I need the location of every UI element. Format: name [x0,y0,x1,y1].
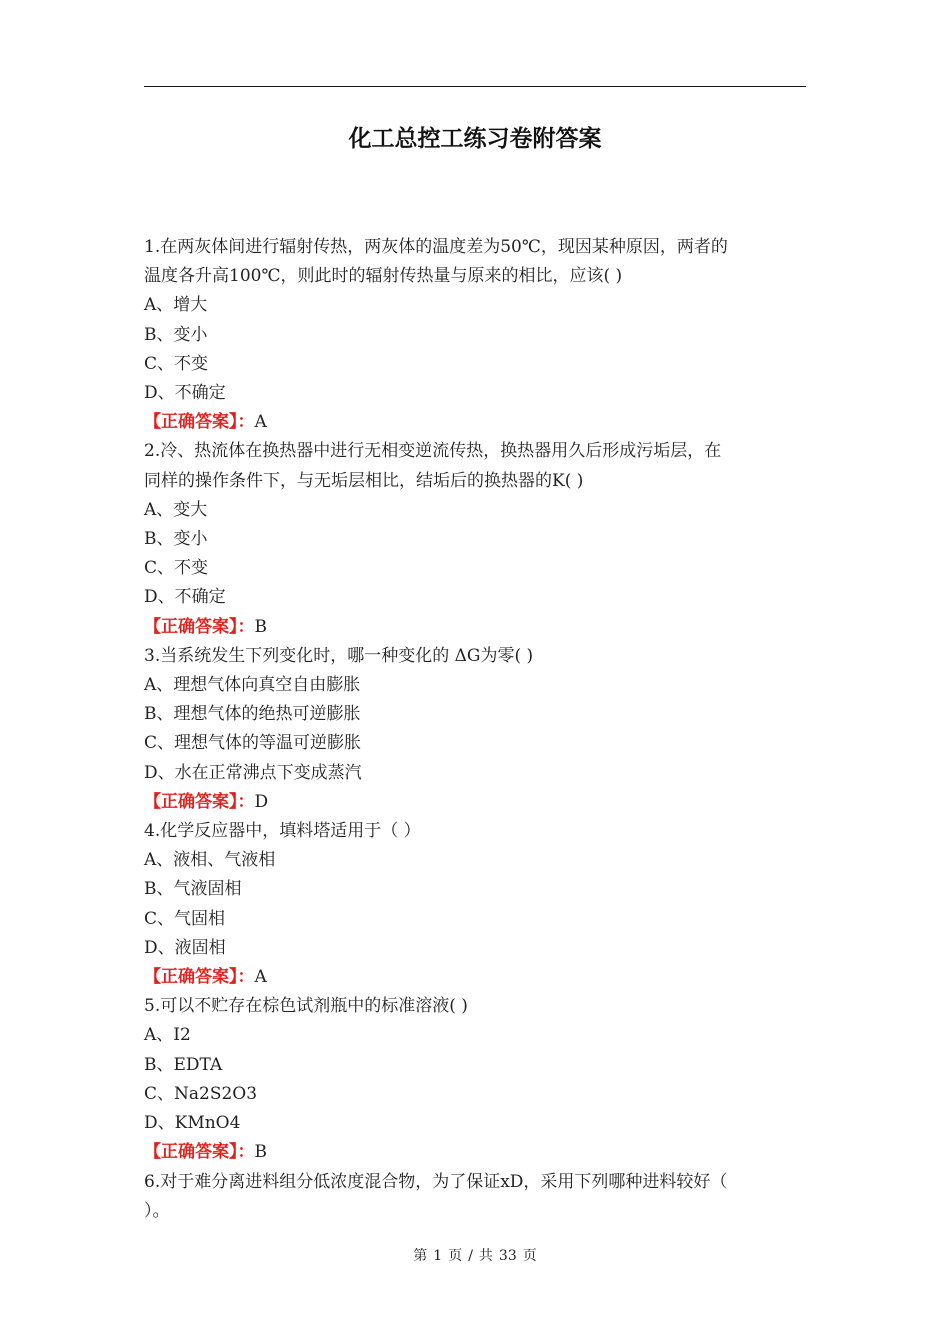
answer-value: A [254,412,267,433]
question-2 [144,437,806,641]
answer-value: B [254,1142,267,1163]
option-d: D、液固相 [144,937,226,958]
answer-value: D [254,791,269,812]
question-stem: 2.冷、热流体在换热器中进行无相变逆流传热，换热器用久后形成污垢层，在 [144,441,722,462]
question-stem: 4.化学反应器中，填料塔适用于（ ） [144,821,421,842]
answer-line [144,788,806,817]
page-label: 第 [413,1248,428,1264]
option-d: D、不确定 [144,587,226,608]
option-d: D、KMnO4 [144,1113,241,1134]
answer-label: 【正确答案】： [144,616,255,637]
question-3 [144,642,806,817]
question-6 [144,1168,806,1226]
answer-line [144,613,806,642]
answer-line [144,408,806,437]
question-stem-continued: ）。 [144,1200,170,1221]
option-c: C、理想气体的等温可逆膨胀 [144,733,362,754]
total-label: 共 [478,1248,493,1264]
option-c: C、不变 [144,558,209,579]
header-rule [144,86,806,87]
page-separator: / [468,1248,473,1264]
question-stem: 6.对于难分离进料组分低浓度混合物，为了保证xD，采用下列哪种进料较好（ [144,1171,728,1192]
option-a: A、液相、气液相 [144,850,276,871]
answer-label: 【正确答案】： [144,412,255,433]
option-c: C、气固相 [144,908,226,929]
page-footer [0,1245,950,1265]
option-b: B、理想气体的绝热可逆膨胀 [144,704,361,725]
answer-value: B [254,616,267,637]
answer-line [144,963,806,992]
question-list [144,233,806,1226]
option-b: B、气液固相 [144,879,242,900]
question-stem-continued: 温度各升高100℃，则此时的辐射传热量与原来的相比，应该( ) [144,266,623,287]
option-b: B、变小 [144,529,208,550]
total-unit: 页 [522,1248,537,1264]
question-stem: 5.可以不贮存在棕色试剂瓶中的标准溶液( ) [144,996,468,1017]
question-1 [144,233,806,437]
option-a: A、增大 [144,295,208,316]
page-number: 1 [433,1248,443,1264]
option-a: A、理想气体向真空自由膨胀 [144,675,361,696]
total-pages: 33 [498,1248,517,1264]
option-a: A、变大 [144,499,208,520]
page-unit: 页 [448,1248,463,1264]
answer-label: 【正确答案】： [144,967,255,988]
answer-value: A [254,967,267,988]
option-a: A、I2 [144,1025,191,1046]
question-4 [144,817,806,992]
question-stem-continued: 同样的操作条件下，与无垢层相比，结垢后的换热器的K( ) [144,470,584,491]
option-c: C、不变 [144,353,209,374]
question-stem: 1.在两灰体间进行辐射传热，两灰体的温度差为50℃，现因某种原因，两者的 [144,237,728,257]
answer-label: 【正确答案】： [144,791,255,812]
option-d: D、不确定 [144,383,226,404]
question-5 [144,992,806,1167]
option-b: B、EDTA [144,1054,223,1075]
option-b: B、变小 [144,324,208,345]
question-stem: 3.当系统发生下列变化时，哪一种变化的 ΔG为零( ) [144,645,534,666]
document-title: 化工总控工练习卷附答案 [348,126,602,152]
answer-line [144,1138,806,1167]
option-d: D、水在正常沸点下变成蒸汽 [144,762,362,783]
answer-label: 【正确答案】： [144,1142,255,1163]
option-c: C、Na2S2O3 [144,1083,258,1104]
